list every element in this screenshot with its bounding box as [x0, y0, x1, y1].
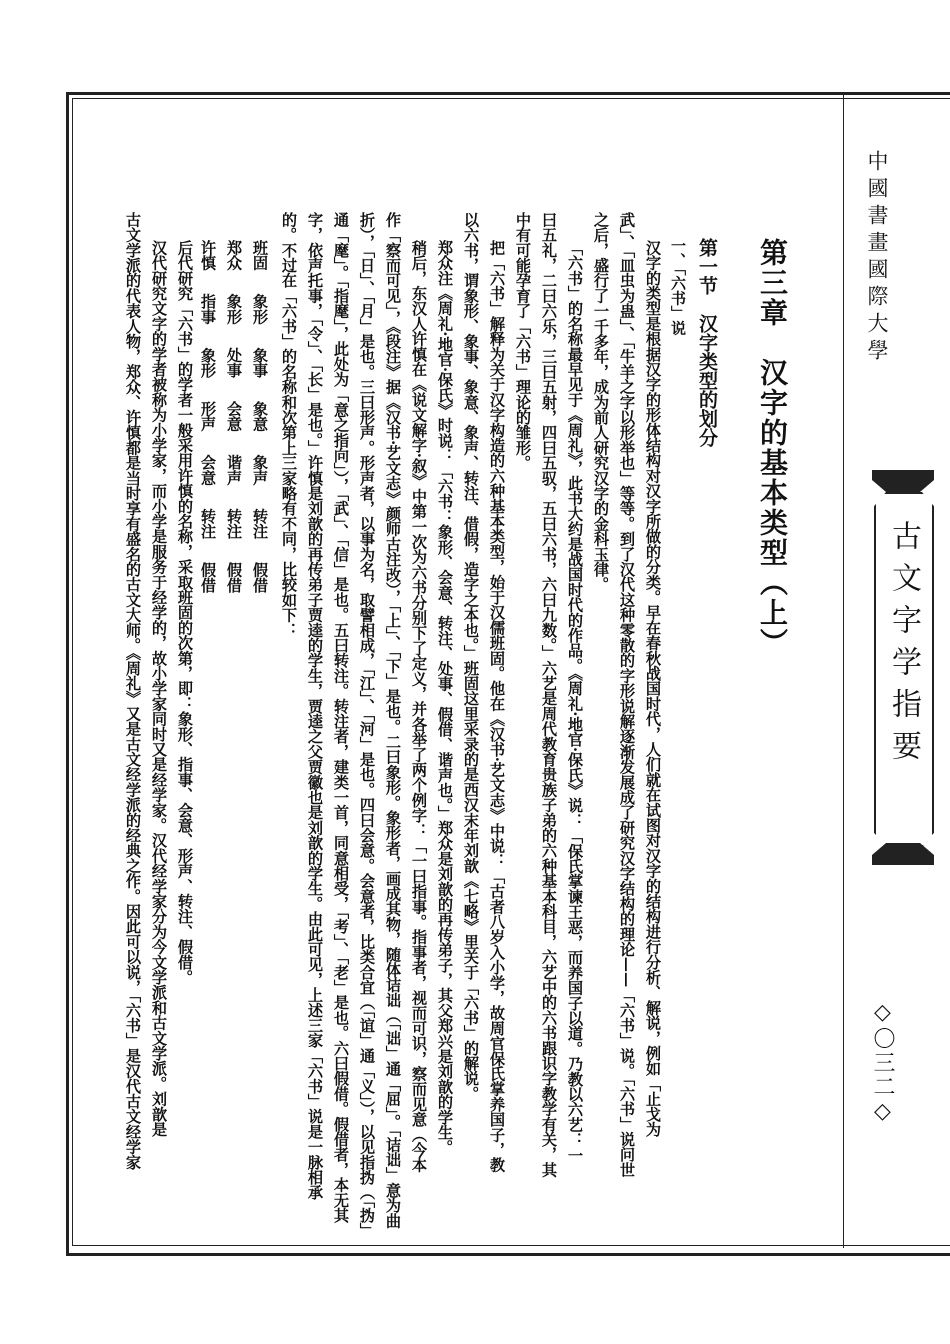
- comparison-item: 会意: [199, 454, 217, 486]
- text-column-5: 曰五礼，二曰六乐，三曰五射，四曰五驭，五曰六书，六曰九数。」六艺是周代教育贵族子弟的六种基本科目，六艺中的六书跟识字教学有关，其: [540, 212, 558, 1178]
- text-column-15: 的。不过在「六书」的名称和次第上三家略有不同，比较如下：: [280, 212, 298, 638]
- text-column-1: 汉字的类型是根据汉字的形体结构对汉字所做的分类。早在春秋战国时代，人们就在试图对汉字的结构进行分析、解说，例如「止戈为: [644, 240, 662, 1137]
- comparison-name: 许慎: [199, 240, 217, 271]
- book-title-bar-bottom: [872, 855, 934, 865]
- book-title: 古文字学指要: [886, 520, 921, 772]
- text-column-7: 把「六书」解释为关于汉字构造的六种基本类型，始于汉儒班固。他在《汉书·艺文志》中说：「古者八岁入小学，故周官保氏掌养国子，教: [488, 240, 506, 1173]
- text-column-11: 作「察而可见」，《段注》据《汉书·艺文志》颜师古注改），「上」、「下」是也。二曰象形。象形者，画成其物，随体诘诎（「诎」通「屈」。「诘诎」意为曲: [384, 212, 402, 1229]
- comparison-name: 班固: [251, 240, 269, 271]
- comparison-row-bangu: [250, 240, 271, 593]
- text-column-17: 汉代研究文字的学者被称为小学家，而小学是服务于经学的，故小学家同时又是经学家。汉代经学家分为今文学派和古文学派。刘歆是: [150, 240, 168, 1137]
- comparison-item: 象意: [251, 401, 269, 432]
- page-number: ◇〇三二◇: [870, 1000, 895, 1126]
- text-column-6: 中有可能孕育了「六书」理论的雏形。: [514, 212, 532, 471]
- text-column-2: 武」、「皿虫为蛊」、「牛羊之字以形举也」等等。到了汉代这种零散的字形说解逐渐发展成了研究汉字结构的理论——「六书」说。「六书」说问世: [618, 212, 636, 1178]
- comparison-item: 会意: [225, 401, 243, 432]
- comparison-item: 转注: [225, 508, 243, 539]
- comparison-item: 象形: [225, 293, 243, 325]
- book-title-ornament-top: [872, 480, 934, 492]
- book-title-bar-top: [872, 470, 934, 480]
- banner-divider: [843, 95, 844, 1248]
- comparison-item: 假借: [251, 562, 269, 593]
- comparison-item: 象声: [251, 454, 269, 486]
- chapter-title: 第三章 汉字的基本类型（上）: [756, 238, 789, 658]
- text-column-8: 以六书，谓象形、象事、象意、象声、转注、借假，造字之本也。」班固这里采录的是西汉末年刘歆《七略》里关于「六书」的解说。: [462, 212, 480, 1102]
- text-column-13: 通「麾」。「指麾」，此处为「意之指向」），「武」、「信」是也。五曰转注。转注者，建类一首，同意相受，「考」、「老」是也。六曰假借。假借者，本无其: [332, 212, 350, 1223]
- comparison-item: 假借: [225, 562, 243, 593]
- comparison-item: 处事: [225, 347, 243, 378]
- book-title-ornament-bottom: [872, 843, 934, 855]
- comparison-item: 指事: [199, 293, 217, 325]
- comparison-item: 谐声: [225, 454, 243, 486]
- comparison-item: 转注: [251, 508, 269, 539]
- book-title-box: [872, 470, 934, 865]
- comparison-item: 象形: [199, 347, 217, 378]
- comparison-row-xushen: [198, 240, 219, 593]
- comparison-item: 转注: [199, 508, 217, 539]
- comparison-item: 象形: [251, 293, 269, 325]
- comparison-item: 象事: [251, 347, 269, 378]
- text-column-14: 字，依声托事，「令」、「长」是也。」许慎是刘歆的再传弟子贾逵的学生，贾逵之父贾徽也是刘歆的学生。由此可见，上述三家「六书」说是一脉相承: [306, 212, 324, 1200]
- comparison-name: 郑众: [225, 240, 243, 271]
- text-column-18: 古文学派的代表人物，郑众、许慎都是当时享有盛名的古文大师。《周礼》又是古文经学派的经典之作。因此可以说，「六书」是汉代古文经学家: [124, 212, 142, 1170]
- school-name: 中國書畫國際大學: [865, 150, 889, 366]
- text-column-16: 后代研究「六书」的学者一般采用许慎的名称，采取班固的次第，即：象形、指事、会意、形声、转注、假借。: [176, 240, 194, 985]
- subsection-title: 一、「六书」说: [669, 238, 687, 336]
- section-title: 第一节 汉字类型的划分: [696, 238, 718, 447]
- text-column-3: 之后，盛行了一千多年，成为前人研究汉字的金科玉律。: [592, 212, 610, 592]
- text-column-9: 郑众注《周礼·地官·保氏》时说：「六书：象形、会意、转注、处事、假借、谐声也。」郑众是刘歆的再传弟子，其父郑兴是刘歆的学生。: [436, 240, 454, 1155]
- comparison-item: 假借: [199, 562, 217, 593]
- text-column-4: 「六书」的名称最早见于《周礼》，此书大约是战国时代的作品。《周礼·地官·保氏》说：「保氏掌谏王恶，而养国子以道。乃教以六艺：一: [566, 240, 584, 1163]
- comparison-row-zhengzhong: [224, 240, 245, 593]
- comparison-item: 形声: [199, 401, 217, 432]
- text-column-10: 稍后，东汉人许慎在《说文解字·叙》中第一次为六书分别下了定义，并各举了两个例字：「一曰指事。指事者，视而可识，察而见意（今本: [410, 240, 428, 1173]
- text-column-12: 折），「日」、「月」是也。三曰形声。形声者，以事为名，取譬相成，「江」、「河」是也。四曰会意。会意者，比类合宜（「谊」通「义」），以见指㧑（「㧑」: [358, 212, 376, 1238]
